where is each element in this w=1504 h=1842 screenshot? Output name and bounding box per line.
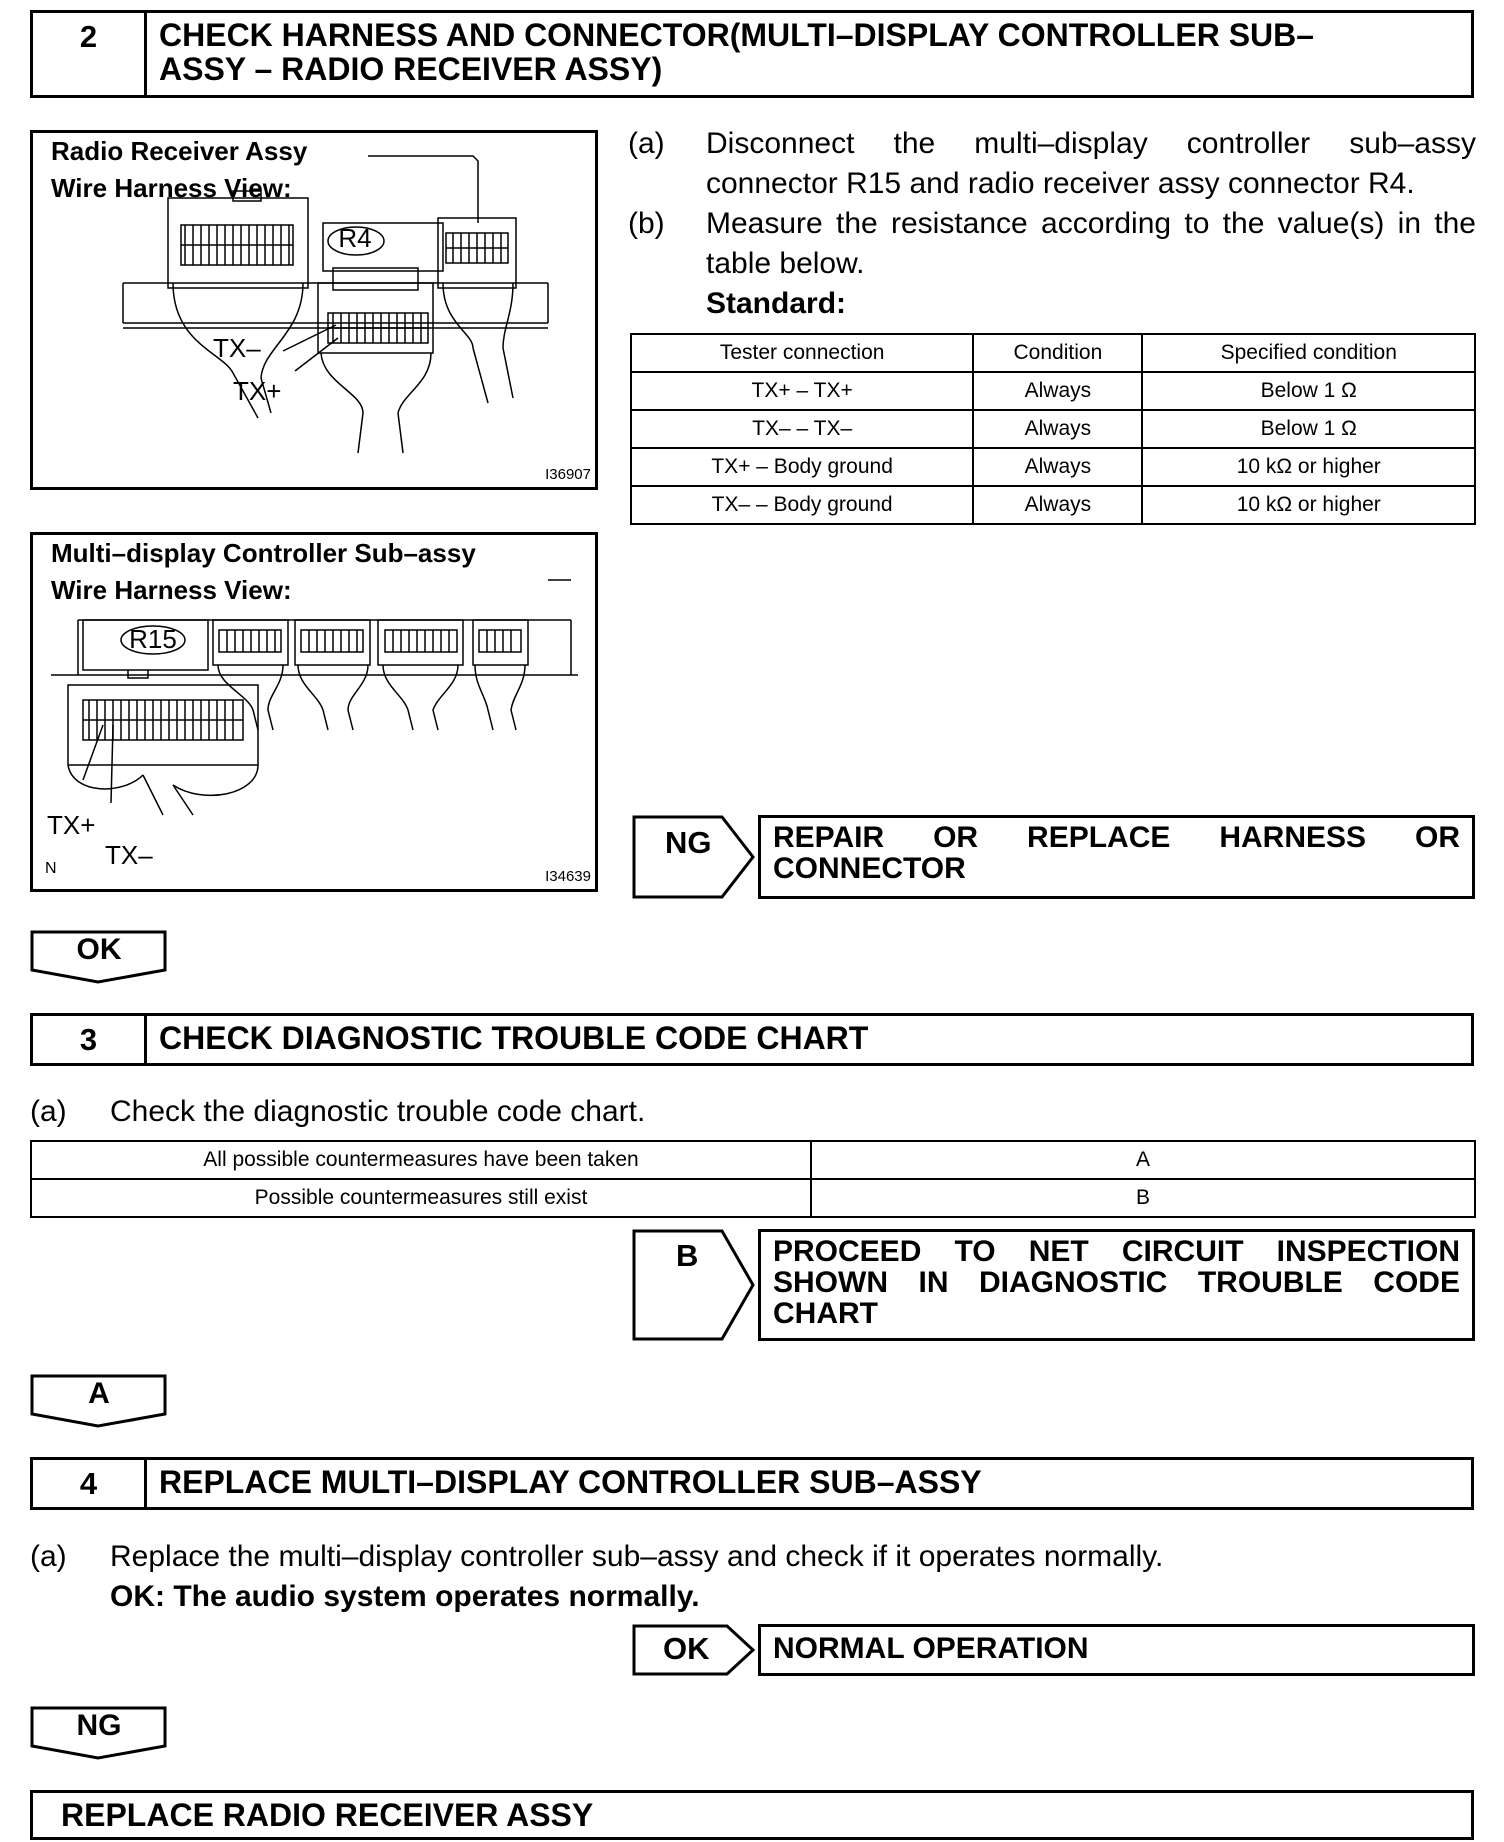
connector-label-r15: R15 (129, 624, 177, 654)
table-cell: Below 1 Ω (1142, 372, 1475, 410)
a-down-tag: A (88, 1377, 110, 1410)
table-row (31, 1179, 1475, 1217)
multi-display-drawing (33, 535, 595, 889)
figure-corner-label: N (45, 860, 57, 877)
instruction-label: (a) (628, 127, 665, 160)
instruction-label: (a) (30, 1540, 67, 1573)
table-cell: A (811, 1141, 1475, 1179)
ok-note: OK: The audio system operates normally. (110, 1580, 700, 1613)
table-row (631, 448, 1475, 486)
table-row (31, 1141, 1475, 1179)
table-cell: TX+ – TX+ (631, 372, 973, 410)
ng-result-tag: NG (665, 825, 712, 860)
instruction-text: Measure the resistance according to the value(s) in the table below. (706, 207, 1476, 280)
step-title (147, 13, 1471, 95)
tx-plus-label: TX+ (233, 376, 282, 406)
result-line: SHOWN IN DIAGNOSTIC TROUBLE CODE (773, 1266, 1460, 1299)
instruction-label: (b) (628, 207, 665, 240)
table-row (631, 486, 1475, 524)
step-title: CHECK DIAGNOSTIC TROUBLE CODE CHART (159, 1020, 869, 1056)
table-cell: All possible countermeasures have been taken (31, 1141, 811, 1179)
ok-result-tag: OK (663, 1631, 710, 1666)
instruction-b (628, 204, 1476, 284)
step3-instruction (30, 1092, 830, 1132)
standard-label: Standard: (706, 287, 847, 320)
table-row (631, 372, 1475, 410)
table-row (631, 410, 1475, 448)
dtc-chart-table (30, 1140, 1476, 1218)
instruction-text: Check the diagnostic trouble code chart. (110, 1095, 646, 1128)
table-header: Condition (973, 334, 1142, 372)
step4-instruction (30, 1537, 1476, 1577)
step-title: REPLACE RADIO RECEIVER ASSY (61, 1797, 594, 1833)
table-cell: 10 kΩ or higher (1142, 486, 1475, 524)
table-cell: TX– – Body ground (631, 486, 973, 524)
ng-down-tag: NG (76, 1709, 122, 1742)
b-result-box (758, 1229, 1475, 1341)
table-header: Specified condition (1142, 334, 1475, 372)
tx-plus-label: TX+ (47, 810, 96, 840)
table-cell: Below 1 Ω (1142, 410, 1475, 448)
table-header-row (631, 334, 1475, 372)
radio-receiver-drawing (33, 133, 595, 487)
multi-display-figure (30, 532, 598, 892)
tx-minus-label: TX– (213, 333, 261, 363)
table-cell: TX– – TX– (631, 410, 973, 448)
table-cell: Always (973, 372, 1142, 410)
final-step-header (30, 1790, 1474, 1840)
step-4-header (30, 1457, 1474, 1510)
table-cell: TX+ – Body ground (631, 448, 973, 486)
figure-id: I36907 (545, 466, 591, 483)
figure-id: I34639 (545, 868, 591, 885)
figure-title-line: Radio Receiver Assy (51, 136, 308, 166)
step-number: 2 (33, 13, 147, 95)
step-number: 3 (33, 1016, 147, 1063)
table-cell: Possible countermeasures still exist (31, 1179, 811, 1217)
instruction-label: (a) (30, 1095, 67, 1128)
table-cell: Always (973, 448, 1142, 486)
result-line: PROCEED TO NET CIRCUIT INSPECTION (773, 1235, 1460, 1268)
instruction-text: Disconnect the multi–display controller sub–assy connector R15 and radio receiver assy connector R4. (706, 127, 1476, 200)
resistance-table (630, 333, 1476, 525)
step-title: REPLACE MULTI–DISPLAY CONTROLLER SUB–ASSY (159, 1464, 982, 1500)
figure-title-line: Multi–display Controller Sub–assy (51, 538, 476, 568)
step-2-header (30, 10, 1474, 98)
figure-title-line: Wire Harness View: (51, 575, 292, 605)
ok-down-tag: OK (76, 933, 122, 966)
step-number: 4 (33, 1460, 147, 1507)
instruction-a (628, 124, 1476, 204)
radio-receiver-figure (30, 130, 598, 490)
table-cell: Always (973, 486, 1142, 524)
result-line: CONNECTOR (773, 852, 966, 885)
ng-result-box (758, 815, 1475, 899)
tx-minus-label: TX– (105, 840, 153, 870)
result-line: CHART (773, 1297, 878, 1330)
table-cell: 10 kΩ or higher (1142, 448, 1475, 486)
step-title-line: CHECK HARNESS AND CONNECTOR(MULTI–DISPLAY CONTROLLER SUB– (159, 17, 1315, 53)
table-header: Tester connection (631, 334, 973, 372)
b-result-tag: B (676, 1238, 699, 1273)
instruction-text: Replace the multi–display controller sub–assy and check if it operates normally. (110, 1540, 1164, 1573)
connector-label-r4: R4 (338, 223, 372, 253)
figure-title-line: Wire Harness View: (51, 173, 292, 203)
result-line: REPAIR OR REPLACE HARNESS OR (773, 821, 1460, 854)
table-cell: Always (973, 410, 1142, 448)
step-title-line: ASSY – RADIO RECEIVER ASSY) (159, 51, 663, 87)
ok-result-box: NORMAL OPERATION (758, 1624, 1475, 1676)
table-cell: B (811, 1179, 1475, 1217)
step-3-header (30, 1013, 1474, 1066)
